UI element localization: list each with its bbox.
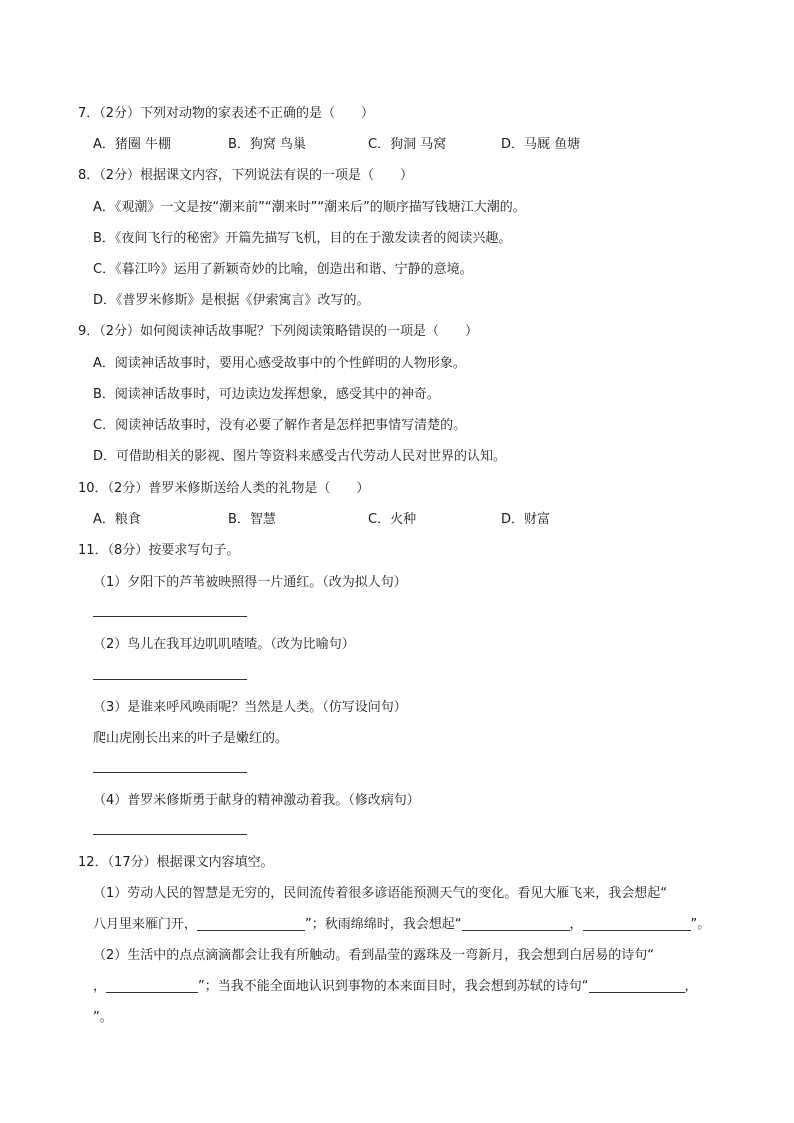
q10-option-c: C．火种 (368, 512, 417, 527)
q12-part1-text-d: ”。 (690, 917, 711, 932)
q12-part2-text-a: ， (93, 979, 107, 994)
q8-option-d: D．《普罗米修斯》是根据《伊索寓言》改写的。 (93, 293, 370, 308)
q12-part1-text-a: 八月里来雁门开， (93, 917, 198, 932)
q8-option-c: C．《暮江吟》运用了新颖奇妙的比喻，创造出和谐、宁静的意境。 (93, 262, 473, 277)
q7-option-a: A．猪圈 牛棚 (93, 137, 172, 152)
q7-option-c: C．狗洞 马窝 (368, 137, 447, 152)
q11-item-2: （2）鸟儿在我耳边叽叽喳喳。（改为比喻句） (93, 637, 355, 652)
q12-part2-text-b: ”；当我不能全面地认识到事物的本来面目时，我会想到苏轼的诗句“ (198, 979, 589, 994)
q9-option-b: B．阅读神话故事时，可边读边发挥想象，感受其中的神奇。 (93, 387, 440, 402)
q9-option-d: D．可借助相关的影视、图片等资料来感受古代劳动人民对世界的认知。 (93, 449, 507, 464)
question-10-title: 10．（2分）普罗米修斯送给人类的礼物是（ ） (78, 481, 370, 496)
question-9-title: 9．（2分）如何阅读神话故事呢？下列阅读策略错误的一项是（ ） (78, 324, 479, 339)
q11-answer-blank-1[interactable] (93, 615, 247, 617)
q12-part1-line1: （1）劳动人民的智慧是无穷的，民间流传着很多谚语能预测天气的变化。看见大雁飞来，我会想起“ (93, 886, 668, 901)
q11-item-4: （4）普罗米修斯勇于献身的精神激动着我。（修改病句） (93, 793, 420, 808)
q12-part1-line2 (93, 913, 710, 932)
q12-blank-4[interactable] (106, 978, 198, 993)
q10-option-d: D．财富 (501, 512, 551, 527)
question-12-title: 12．（17分）根据课文内容填空。 (78, 855, 274, 870)
q10-option-a: A．粮食 (93, 512, 141, 527)
q7-option-b: B．狗窝 鸟巢 (228, 137, 307, 152)
q8-option-b: B．《夜间飞行的秘密》开篇先描写飞机，目的在于激发读者的阅读兴趣。 (93, 231, 512, 246)
q12-part2-line3: ”。 (93, 1010, 113, 1025)
q11-answer-blank-2[interactable] (93, 678, 247, 680)
q10-option-b: B．智慧 (228, 512, 276, 527)
q12-part2-line1: （2）生活中的点点滴滴都会让我有所触动。看到晶莹的露珠及一弯新月，我会想到白居易的诗句“ (93, 948, 655, 963)
q9-option-c: C．阅读神话故事时，没有必要了解作者是怎样把事情写清楚的。 (93, 418, 467, 433)
q12-part2-line2 (93, 975, 698, 994)
q12-part1-text-c: ， (569, 917, 583, 932)
q11-answer-blank-3[interactable] (93, 771, 247, 773)
q11-answer-blank-4[interactable] (93, 833, 247, 835)
q9-option-a: A．阅读神话故事时，要用心感受故事中的个性鲜明的人物形象。 (93, 356, 466, 371)
q12-part2-text-c: ， (684, 979, 698, 994)
question-11-title: 11．（8分）按要求写句子。 (78, 543, 240, 558)
q11-item-3: （3）是谁来呼风唤雨呢？当然是人类。（仿写设问句） (93, 700, 407, 715)
q7-option-d: D．马厩 鱼塘 (501, 137, 581, 152)
question-8-title: 8．（2分）根据课文内容，下列说法有误的一项是（ ） (78, 168, 414, 183)
question-7-title: 7．（2分）下列对动物的家表述不正确的是（ ） (78, 106, 375, 121)
q12-blank-3[interactable] (583, 916, 691, 931)
q11-item-3-example: 爬山虎刚长出来的叶子是嫩红的。 (93, 731, 289, 746)
q8-option-a: A．《观潮》一文是按“潮来前”“潮来时”“潮来后”的顺序描写钱塘江大潮的。 (93, 200, 526, 215)
q12-blank-1[interactable] (197, 916, 305, 931)
q12-part1-text-b: ”；秋雨绵绵时，我会想起“ (305, 917, 462, 932)
q12-blank-5[interactable] (589, 978, 685, 993)
q12-blank-2[interactable] (462, 916, 570, 931)
q11-item-1: （1）夕阳下的芦苇被映照得一片通红。（改为拟人句） (93, 575, 407, 590)
